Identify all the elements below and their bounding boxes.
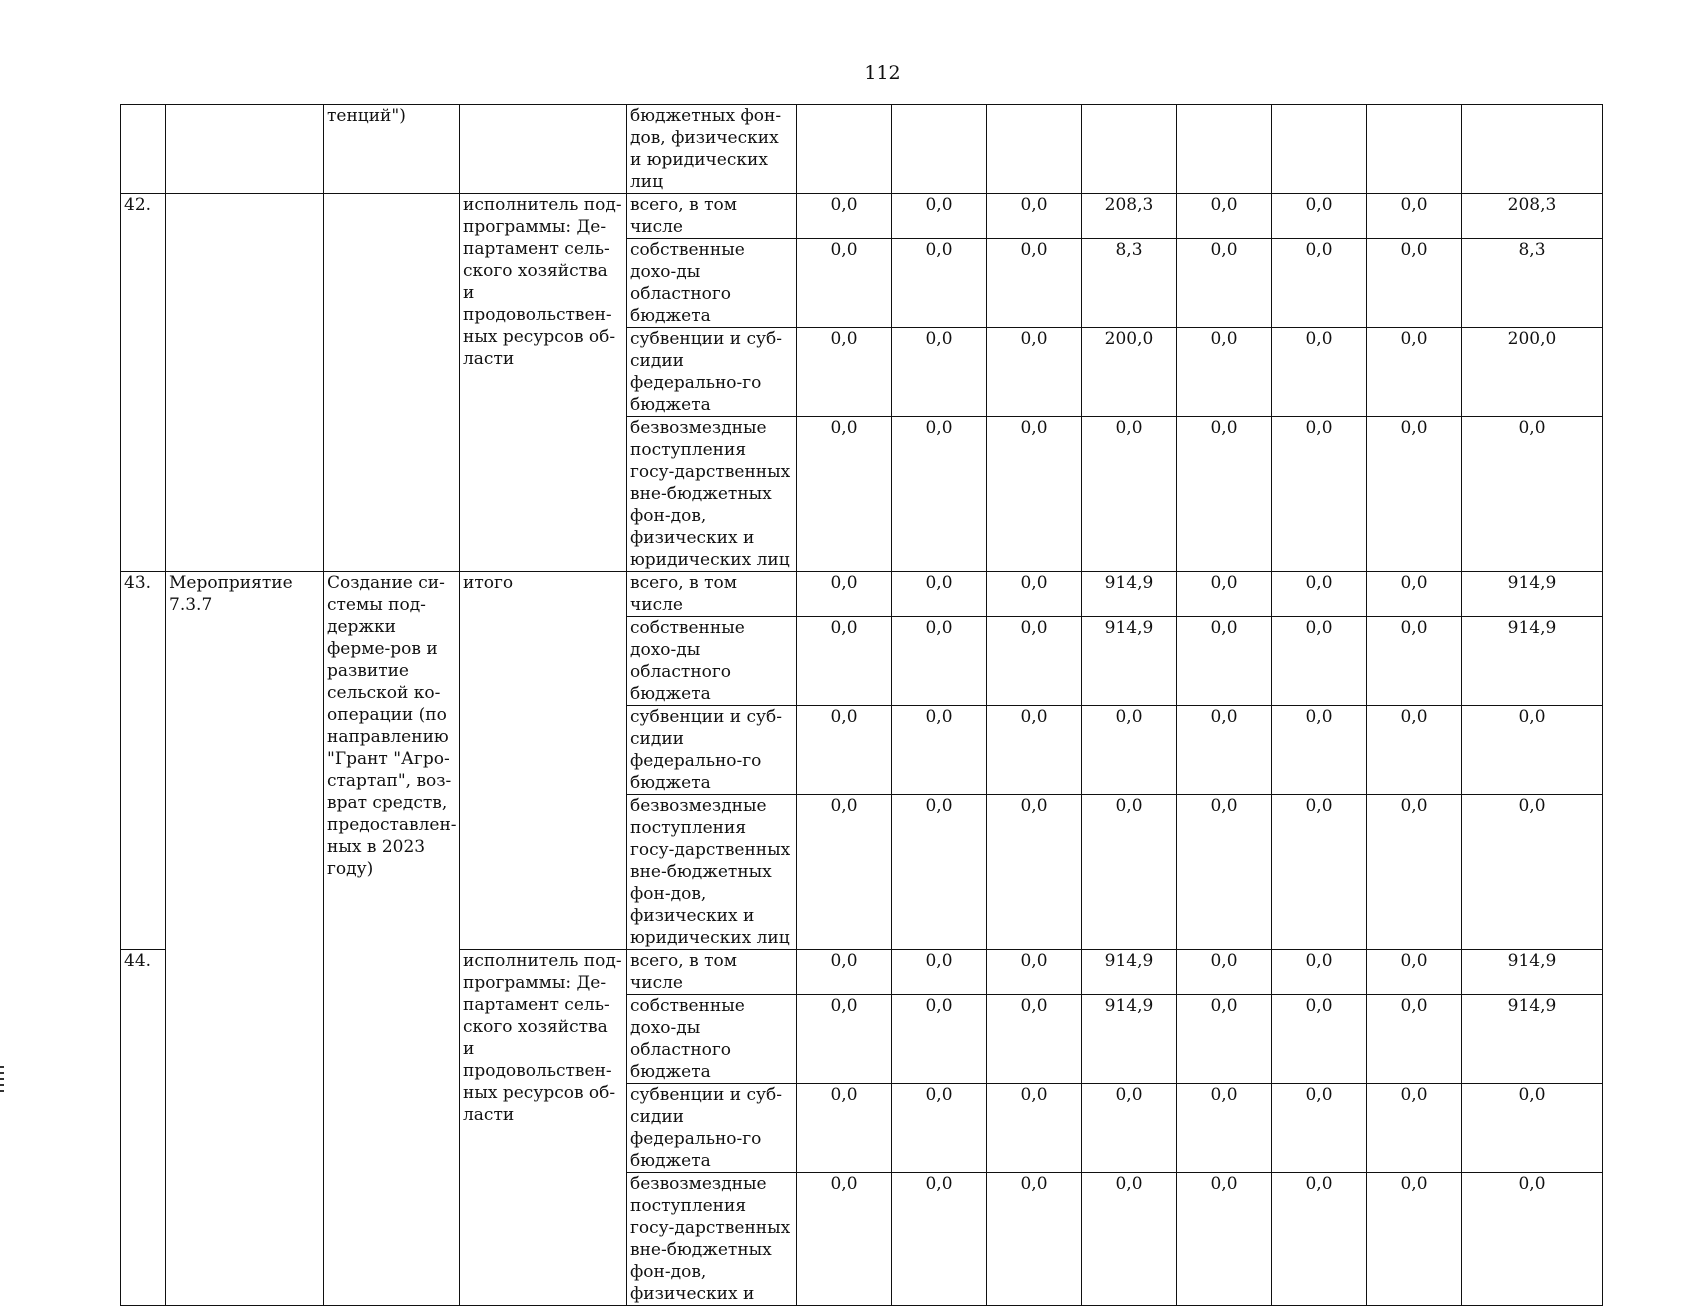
table-row-continuation bbox=[121, 105, 1603, 194]
value-cell: 0,0 bbox=[892, 1084, 987, 1173]
funding-source: субвенции и суб-сидии федерально-го бюджета bbox=[627, 706, 797, 795]
value-cell: 0,0 bbox=[797, 617, 892, 706]
value-cell: 0,0 bbox=[797, 706, 892, 795]
value-cell: 0,0 bbox=[1462, 706, 1603, 795]
funding-source: собственные дохо-ды областного бюджета bbox=[627, 239, 797, 328]
scan-edge-marks bbox=[0, 1066, 4, 1096]
event-description: Создание си-стемы под-держки ферме-ров и развитие сельской ко-операции (по направлению "Грант "Агро-стартап", воз-врат средств, предоставлен-ных в 2023 году) bbox=[324, 572, 460, 1306]
value-cell: 0,0 bbox=[1367, 1084, 1462, 1173]
value-cell: 0,0 bbox=[1367, 194, 1462, 239]
value-cell: 0,0 bbox=[1367, 950, 1462, 995]
value-cell: 0,0 bbox=[1272, 995, 1367, 1084]
value-cell: 914,9 bbox=[1082, 617, 1177, 706]
funding-source: всего, в том числе bbox=[627, 572, 797, 617]
cell-value bbox=[1367, 105, 1462, 194]
value-cell: 0,0 bbox=[797, 1173, 892, 1306]
value-cell: 0,0 bbox=[1367, 239, 1462, 328]
value-cell: 200,0 bbox=[1462, 328, 1603, 417]
value-cell: 0,0 bbox=[1272, 795, 1367, 950]
value-cell: 0,0 bbox=[1272, 239, 1367, 328]
value-cell: 0,0 bbox=[987, 995, 1082, 1084]
value-cell: 0,0 bbox=[1177, 1084, 1272, 1173]
value-cell: 0,0 bbox=[1177, 706, 1272, 795]
value-cell: 0,0 bbox=[987, 1173, 1082, 1306]
cell-value bbox=[1272, 105, 1367, 194]
value-cell: 0,0 bbox=[1272, 572, 1367, 617]
value-cell: 208,3 bbox=[1462, 194, 1603, 239]
cell-source: бюджетных фон-дов, физических и юридических лиц bbox=[627, 105, 797, 194]
value-cell: 208,3 bbox=[1082, 194, 1177, 239]
cell-executor bbox=[460, 105, 627, 194]
value-cell: 0,0 bbox=[1272, 194, 1367, 239]
value-cell: 0,0 bbox=[1462, 1173, 1603, 1306]
value-cell: 0,0 bbox=[892, 950, 987, 995]
value-cell: 0,0 bbox=[1177, 795, 1272, 950]
value-cell: 914,9 bbox=[1462, 995, 1603, 1084]
table-row bbox=[121, 194, 1603, 239]
cell-event bbox=[166, 194, 324, 572]
value-cell: 0,0 bbox=[1367, 617, 1462, 706]
value-cell: 0,0 bbox=[987, 239, 1082, 328]
value-cell: 0,0 bbox=[1082, 417, 1177, 572]
funding-source: безвозмездные поступления госу-дарственных вне-бюджетных фон-дов, физических и bbox=[627, 1173, 797, 1306]
value-cell: 0,0 bbox=[1177, 572, 1272, 617]
value-cell: 0,0 bbox=[797, 328, 892, 417]
row-number: 44. bbox=[121, 950, 166, 1306]
funding-source: собственные дохо-ды областного бюджета bbox=[627, 995, 797, 1084]
value-cell: 0,0 bbox=[1177, 194, 1272, 239]
value-cell: 0,0 bbox=[987, 617, 1082, 706]
executor: исполнитель под-программы: Де-партамент сель-ского хозяйства и продовольствен-ных ресурсов об-ласти bbox=[460, 950, 627, 1306]
funding-source: субвенции и суб-сидии федерально-го бюджета bbox=[627, 328, 797, 417]
value-cell: 0,0 bbox=[1272, 706, 1367, 795]
value-cell: 0,0 bbox=[892, 617, 987, 706]
row-number: 42. bbox=[121, 194, 166, 572]
funding-source: собственные дохо-ды областного бюджета bbox=[627, 617, 797, 706]
value-cell: 0,0 bbox=[1272, 328, 1367, 417]
value-cell: 0,0 bbox=[1177, 617, 1272, 706]
value-cell: 0,0 bbox=[1272, 1084, 1367, 1173]
value-cell: 0,0 bbox=[1272, 417, 1367, 572]
value-cell: 0,0 bbox=[892, 239, 987, 328]
cell-value bbox=[987, 105, 1082, 194]
value-cell: 0,0 bbox=[1177, 239, 1272, 328]
funding-source: безвозмездные поступления госу-дарственных вне-бюджетных фон-дов, физических и юридических лиц bbox=[627, 795, 797, 950]
value-cell: 0,0 bbox=[892, 328, 987, 417]
value-cell: 0,0 bbox=[1462, 417, 1603, 572]
value-cell: 8,3 bbox=[1462, 239, 1603, 328]
value-cell: 0,0 bbox=[987, 328, 1082, 417]
value-cell: 0,0 bbox=[1082, 795, 1177, 950]
value-cell: 8,3 bbox=[1082, 239, 1177, 328]
value-cell: 0,0 bbox=[1177, 950, 1272, 995]
value-cell: 0,0 bbox=[1367, 795, 1462, 950]
value-cell: 0,0 bbox=[797, 995, 892, 1084]
value-cell: 0,0 bbox=[797, 795, 892, 950]
row-number: 43. bbox=[121, 572, 166, 950]
value-cell: 0,0 bbox=[987, 194, 1082, 239]
value-cell: 0,0 bbox=[1367, 328, 1462, 417]
value-cell: 0,0 bbox=[892, 795, 987, 950]
cell-value bbox=[1462, 105, 1603, 194]
funding-source: субвенции и суб-сидии федерально-го бюджета bbox=[627, 1084, 797, 1173]
table-row bbox=[121, 572, 1603, 617]
value-cell: 0,0 bbox=[892, 1173, 987, 1306]
funding-source: всего, в том числе bbox=[627, 194, 797, 239]
value-cell: 0,0 bbox=[797, 950, 892, 995]
cell-value bbox=[892, 105, 987, 194]
value-cell: 0,0 bbox=[1082, 1084, 1177, 1173]
cell-description bbox=[324, 194, 460, 572]
value-cell: 0,0 bbox=[987, 572, 1082, 617]
value-cell: 0,0 bbox=[1367, 417, 1462, 572]
value-cell: 914,9 bbox=[1462, 950, 1603, 995]
event-name: Мероприятие 7.3.7 bbox=[166, 572, 324, 1306]
value-cell: 914,9 bbox=[1082, 950, 1177, 995]
value-cell: 914,9 bbox=[1462, 572, 1603, 617]
value-cell: 0,0 bbox=[797, 417, 892, 572]
value-cell: 0,0 bbox=[1177, 417, 1272, 572]
value-cell: 0,0 bbox=[1272, 950, 1367, 995]
value-cell: 0,0 bbox=[797, 572, 892, 617]
value-cell: 0,0 bbox=[1462, 795, 1603, 950]
value-cell: 0,0 bbox=[1082, 706, 1177, 795]
value-cell: 0,0 bbox=[1367, 572, 1462, 617]
value-cell: 0,0 bbox=[987, 706, 1082, 795]
value-cell: 0,0 bbox=[892, 706, 987, 795]
value-cell: 0,0 bbox=[1177, 328, 1272, 417]
value-cell: 0,0 bbox=[797, 194, 892, 239]
value-cell: 0,0 bbox=[892, 995, 987, 1084]
funding-source: безвозмездные поступления госу-дарственных вне-бюджетных фон-дов, физических и юридических лиц bbox=[627, 417, 797, 572]
value-cell: 914,9 bbox=[1082, 572, 1177, 617]
value-cell: 0,0 bbox=[797, 1084, 892, 1173]
value-cell: 914,9 bbox=[1462, 617, 1603, 706]
cell-description: тенций") bbox=[324, 105, 460, 194]
page-number: 112 bbox=[864, 62, 901, 84]
value-cell: 0,0 bbox=[892, 194, 987, 239]
executor: итого bbox=[460, 572, 627, 950]
value-cell: 0,0 bbox=[987, 795, 1082, 950]
funding-source: всего, в том числе bbox=[627, 950, 797, 995]
cell-num bbox=[121, 105, 166, 194]
value-cell: 0,0 bbox=[797, 239, 892, 328]
budget-table bbox=[120, 104, 1603, 1306]
value-cell: 0,0 bbox=[1177, 1173, 1272, 1306]
value-cell: 0,0 bbox=[987, 1084, 1082, 1173]
value-cell: 0,0 bbox=[1272, 1173, 1367, 1306]
value-cell: 0,0 bbox=[1367, 995, 1462, 1084]
value-cell: 0,0 bbox=[1367, 1173, 1462, 1306]
value-cell: 0,0 bbox=[1272, 617, 1367, 706]
cell-event bbox=[166, 105, 324, 194]
executor: исполнитель под-программы: Де-партамент сель-ского хозяйства и продовольствен-ных ресурсов об-ласти bbox=[460, 194, 627, 572]
cell-value bbox=[797, 105, 892, 194]
table-body bbox=[121, 105, 1603, 1306]
cell-value bbox=[1177, 105, 1272, 194]
value-cell: 0,0 bbox=[987, 950, 1082, 995]
value-cell: 0,0 bbox=[1367, 706, 1462, 795]
cell-value bbox=[1082, 105, 1177, 194]
value-cell: 0,0 bbox=[892, 572, 987, 617]
value-cell: 0,0 bbox=[892, 417, 987, 572]
value-cell: 914,9 bbox=[1082, 995, 1177, 1084]
value-cell: 0,0 bbox=[987, 417, 1082, 572]
value-cell: 200,0 bbox=[1082, 328, 1177, 417]
value-cell: 0,0 bbox=[1082, 1173, 1177, 1306]
value-cell: 0,0 bbox=[1177, 995, 1272, 1084]
value-cell: 0,0 bbox=[1462, 1084, 1603, 1173]
